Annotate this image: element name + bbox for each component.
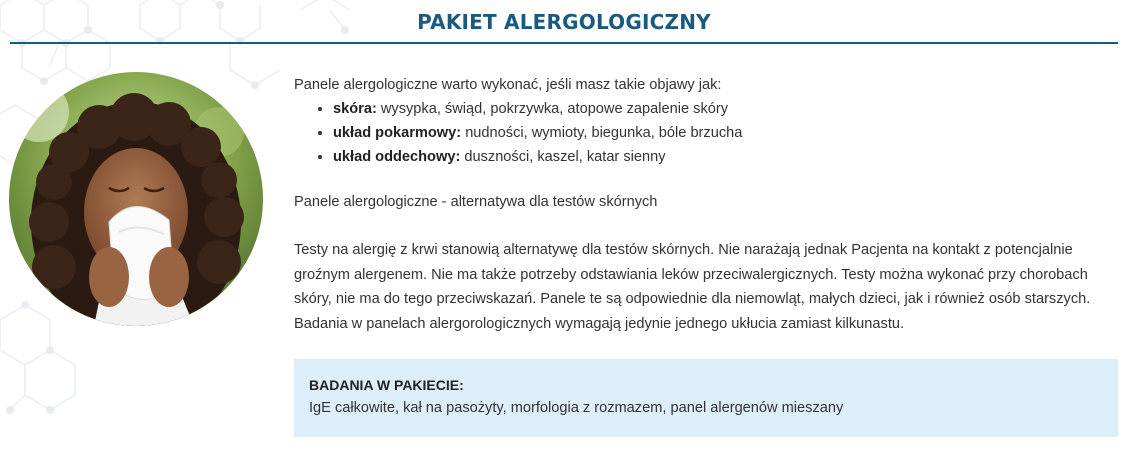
package-title: BADANIA W PAKIECIE: bbox=[309, 377, 464, 393]
symptom-label: skóra: bbox=[333, 101, 377, 117]
symptom-label: układ pokarmowy: bbox=[333, 125, 462, 141]
description-paragraph: Testy na alergię z krwi stanowią alternatywę dla testów skórnych. Nie narażają jednak Pacjenta na kontakt z potencjalnie groźnym alergenem. Nie ma także potrzeby odstawiania leków przeciwalergicznych. Testy można wykonać przy chorobach skóry, nie ma do tego przeciwskazań. Panele te są odpowiednie dla niemowląt, małych dzieci, jak i również osób starszych. Badania w panelach alergorologicznych wymagają jedynie jednego ukłucia zamiast kilkunastu. bbox=[294, 242, 1091, 332]
symptom-digestive bbox=[333, 121, 1124, 145]
symptom-label: układ oddechowy: bbox=[333, 149, 461, 165]
package-items: IgE całkowite, kał na pasożyty, morfologia z rozmazem, panel alergenów mieszany bbox=[309, 400, 844, 416]
symptom-text: duszności, kaszel, katar sienny bbox=[460, 149, 666, 165]
section-subheading: Panele alergologiczne - alternatywa dla testów skórnych bbox=[294, 194, 658, 210]
package-tests-box bbox=[294, 359, 1118, 437]
intro-text: Panele alergologiczne warto wykonać, jeśli masz takie objawy jak: bbox=[294, 77, 722, 93]
main-content bbox=[294, 75, 1124, 336]
symptom-text: nudności, wymioty, biegunka, bóle brzucha bbox=[461, 125, 743, 141]
person-sneezing-photo bbox=[9, 72, 263, 326]
page-title: PAKIET ALERGOLOGICZNY bbox=[417, 10, 711, 34]
header bbox=[10, 0, 1118, 44]
symptom-respiratory bbox=[333, 145, 1124, 169]
symptom-text: wysypka, świąd, pokrzywka, atopowe zapalenie skóry bbox=[376, 101, 729, 117]
symptom-skin bbox=[333, 97, 1124, 121]
symptoms-list bbox=[294, 97, 1124, 169]
